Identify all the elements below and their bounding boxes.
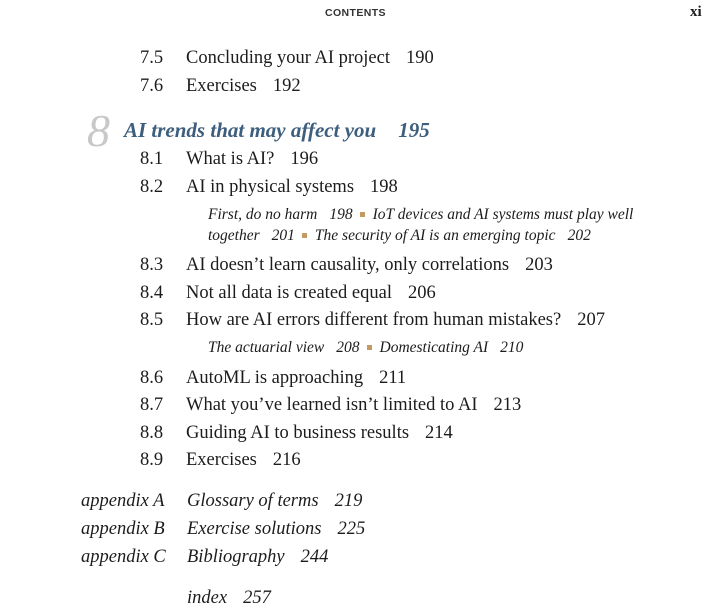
section-number: 8.7	[140, 395, 164, 415]
subsection-page: 202	[567, 227, 591, 244]
appendix-title: Exercise solutions	[187, 519, 322, 539]
section-number: 7.6	[140, 76, 164, 96]
subsection-line	[208, 206, 633, 224]
section-page: 214	[425, 423, 453, 443]
subsection-title: The security of AI is an emerging topic	[314, 227, 556, 244]
section-number: 8.6	[140, 368, 164, 388]
section-page: 196	[290, 149, 319, 169]
running-header	[0, 6, 720, 22]
subsection-line	[208, 339, 530, 357]
section-title: AI in physical systems	[186, 177, 355, 197]
appendix-label: appendix B	[81, 519, 165, 539]
section-title: Concluding your AI project	[186, 48, 390, 68]
subsection-page: 201	[271, 227, 295, 244]
bullet-separator	[302, 233, 307, 238]
index-label: index	[187, 588, 228, 608]
appendix-label: appendix A	[81, 491, 165, 511]
header-page-number: xi	[690, 4, 702, 20]
subsection-first-do-no-harm[interactable]	[208, 206, 360, 223]
section-number: 8.8	[140, 423, 164, 443]
section-number: 8.4	[140, 283, 164, 303]
subsection-page: 198	[329, 206, 353, 223]
section-number: 8.9	[140, 450, 164, 470]
bullet-separator	[360, 212, 365, 217]
subsection-line	[208, 227, 598, 245]
section-title: Guiding AI to business results	[186, 423, 410, 443]
section-title: Exercises	[186, 450, 257, 470]
subsection-title: IoT devices and AI systems must play well	[372, 206, 634, 223]
chapter-heading[interactable]	[124, 118, 430, 143]
section-title: What you’ve learned isn’t limited to AI	[186, 395, 478, 415]
section-title: How are AI errors different from human mistakes?	[186, 310, 562, 330]
chapter-number: 8	[87, 105, 110, 156]
subsection-security-of-ai[interactable]	[315, 227, 598, 244]
section-number: 8.3	[140, 255, 164, 275]
section-title: What is AI?	[186, 149, 275, 169]
header-title: CONTENTS	[325, 7, 386, 19]
subsection-page: 208	[336, 339, 360, 356]
section-number: 8.2	[140, 177, 164, 197]
subsection-actuarial-view[interactable]	[208, 339, 367, 356]
appendix-title: Glossary of terms	[187, 491, 319, 511]
section-page: 203	[525, 255, 553, 275]
section-page: 207	[577, 310, 605, 330]
bullet-separator	[367, 345, 372, 350]
section-page: 190	[405, 48, 434, 68]
subsection-title: Domesticating AI	[379, 339, 489, 356]
section-page: 211	[379, 368, 407, 388]
section-page: 213	[493, 395, 522, 415]
chapter-page: 195	[398, 118, 430, 142]
appendix-page: 244	[300, 547, 329, 567]
appendix-page: 225	[337, 519, 366, 539]
subsection-domesticating-ai[interactable]	[380, 339, 531, 356]
subsection-iot-devices[interactable]	[373, 206, 634, 223]
subsection-title: The actuarial view	[208, 339, 325, 356]
subsection-page: 210	[500, 339, 524, 356]
section-page: 216	[272, 450, 301, 470]
appendix-label: appendix C	[81, 547, 166, 567]
section-page: 206	[407, 283, 436, 303]
toc-index[interactable]	[187, 588, 271, 609]
section-title: Not all data is created equal	[186, 283, 392, 303]
section-page: 198	[370, 177, 398, 197]
appendix-title: Bibliography	[187, 547, 285, 567]
subsection-iot-devices-cont[interactable]	[208, 227, 302, 244]
subsection-title-continued: together	[208, 227, 260, 244]
section-title: AI doesn’t learn causality, only correlations	[186, 255, 510, 275]
chapter-title: AI trends that may affect you	[124, 118, 377, 142]
section-title: Exercises	[186, 76, 257, 96]
section-number: 8.1	[140, 149, 164, 169]
section-page: 192	[272, 76, 301, 96]
index-page: 257	[243, 588, 271, 608]
section-number: 8.5	[140, 310, 164, 330]
section-title: AutoML is approaching	[186, 368, 364, 388]
subsection-title: First, do no harm	[208, 206, 318, 223]
section-number: 7.5	[140, 48, 164, 68]
appendix-page: 219	[334, 491, 363, 511]
